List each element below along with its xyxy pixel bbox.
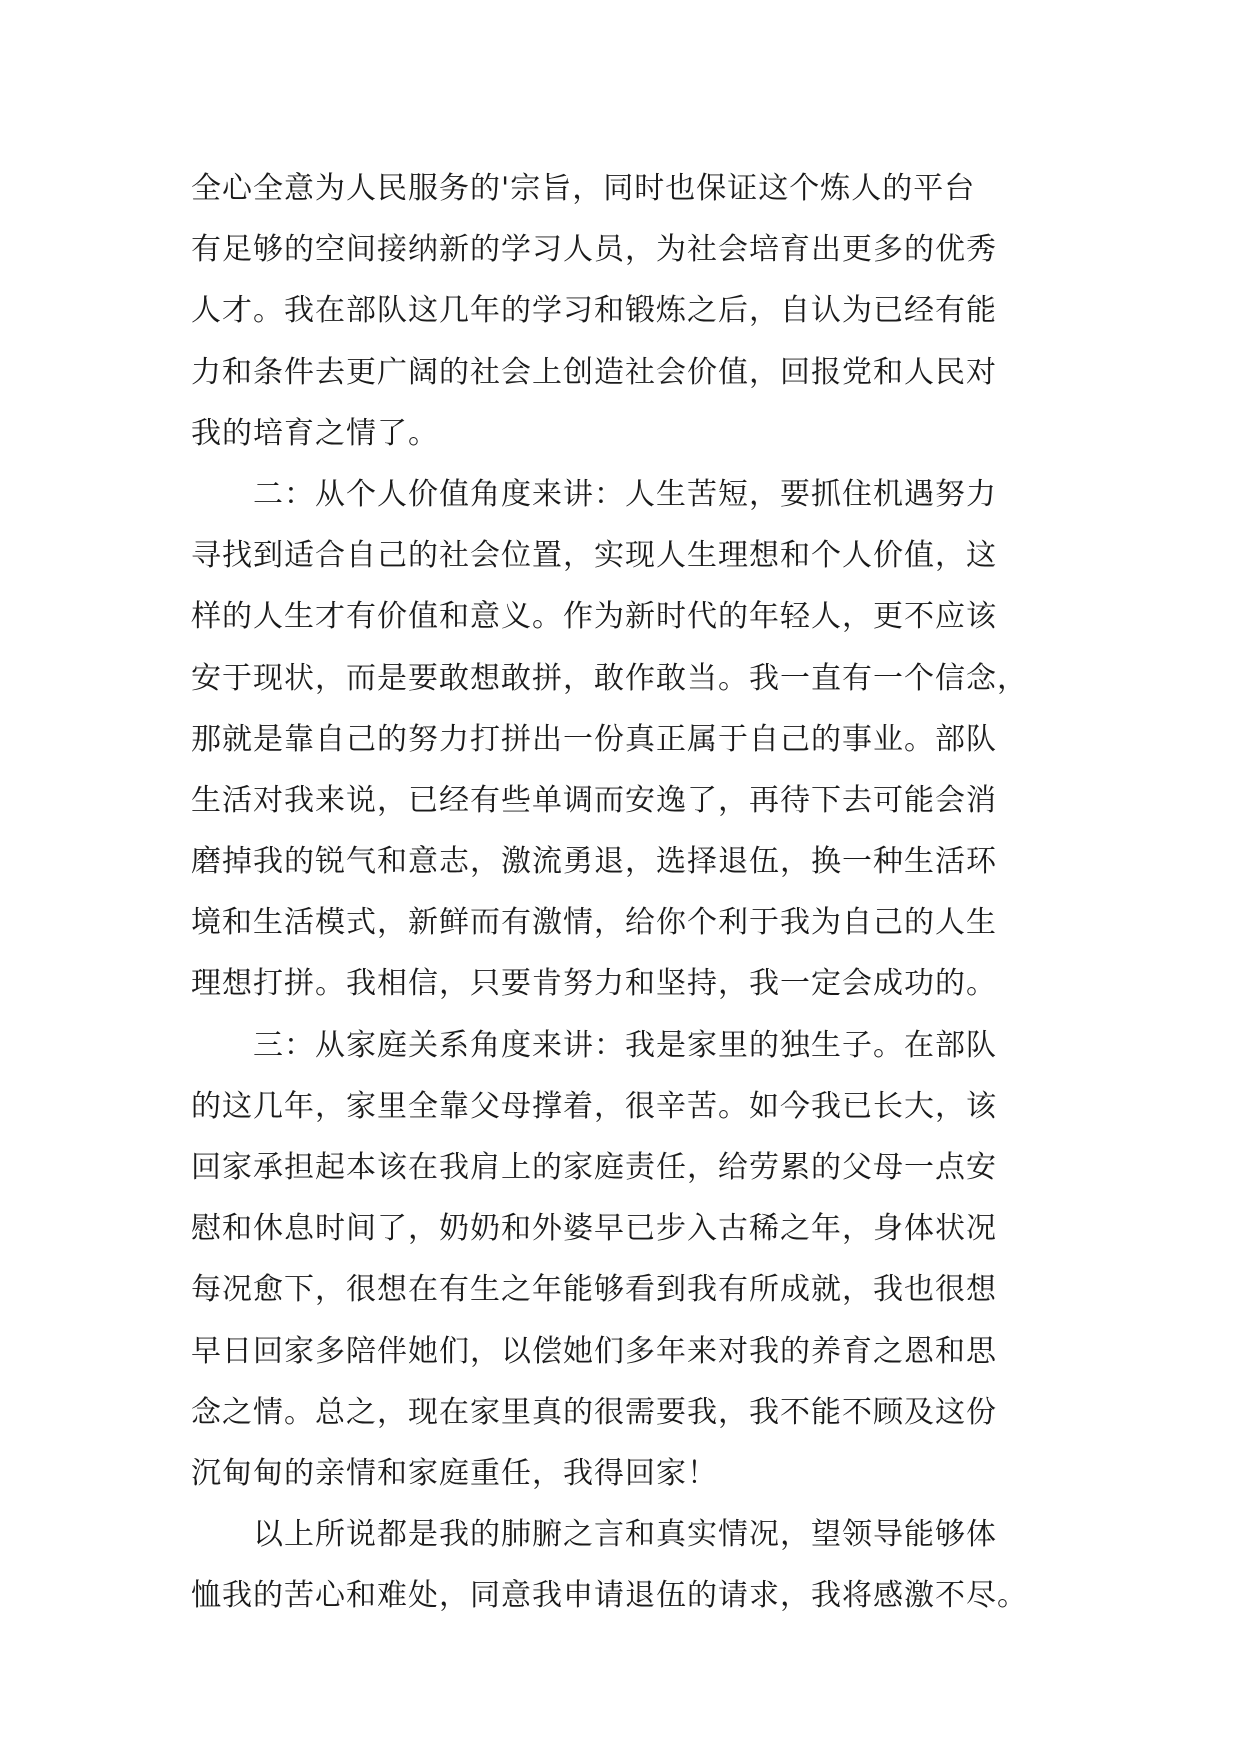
text-line: 样的人生才有价值和意义。作为新时代的年轻人，更不应该 xyxy=(191,599,997,635)
text-line: 那就是靠自己的努力打拼出一份真正属于自己的事业。部队 xyxy=(191,721,997,757)
text-line: 沉甸甸的亲情和家庭重任，我得回家！ xyxy=(191,1455,718,1491)
text-line: 每况愈下，很想在有生之年能够看到我有所成就，我也很想 xyxy=(191,1272,997,1308)
text-line: 理想打拼。我相信，只要肯努力和坚持，我一定会成功的。 xyxy=(191,966,997,1002)
text-line: 安于现状，而是要敢想敢拼，敢作敢当。我一直有一个信念， xyxy=(191,660,1028,696)
text-line: 我的培育之情了。 xyxy=(191,415,439,451)
text-line: 有足够的空间接纳新的学习人员，为社会培育出更多的优秀 xyxy=(191,232,997,268)
text-line: 慰和休息时间了，奶奶和外婆早已步入古稀之年，身体状况 xyxy=(191,1211,997,1247)
text-line: 的这几年，家里全靠父母撑着，很辛苦。如今我已长大，该 xyxy=(191,1088,997,1124)
text-line: 人才。我在部队这几年的学习和锻炼之后，自认为已经有能 xyxy=(191,293,997,329)
text-line: 恤我的苦心和难处，同意我申请退伍的请求，我将感激不尽。 xyxy=(191,1578,1028,1614)
text-line: 念之情。总之，现在家里真的很需要我，我不能不顾及这份 xyxy=(191,1394,997,1430)
text-line: 回家承担起本该在我肩上的家庭责任，给劳累的父母一点安 xyxy=(191,1150,997,1185)
text-line: 早日回家多陪伴她们，以偿她们多年来对我的养育之恩和思 xyxy=(191,1333,997,1369)
text-line: 生活对我来说，已经有些单调而安逸了，再待下去可能会消 xyxy=(191,782,997,818)
text-line: 寻找到适合自己的社会位置，实现人生理想和个人价值，这 xyxy=(191,538,997,574)
document-body xyxy=(191,158,1051,1627)
paragraph-first-line: 三：从家庭关系角度来讲：我是家里的独生子。在部队 xyxy=(253,1027,997,1063)
text-line: 全心全意为人民服务的'宗旨，同时也保证这个炼人的平台 xyxy=(191,171,976,206)
paragraph-first-line: 以上所说都是我的肺腑之言和真实情况，望领导能够体 xyxy=(253,1517,997,1553)
text-line: 磨掉我的锐气和意志，激流勇退，选择退伍，换一种生活环 xyxy=(191,844,997,880)
text-line: 境和生活模式，新鲜而有激情，给你个利于我为自己的人生 xyxy=(191,905,997,941)
text-line: 力和条件去更广阔的社会上创造社会价值，回报党和人民对 xyxy=(191,354,997,390)
paragraph-first-line: 二：从个人价值角度来讲：人生苦短，要抓住机遇努力 xyxy=(253,476,997,512)
